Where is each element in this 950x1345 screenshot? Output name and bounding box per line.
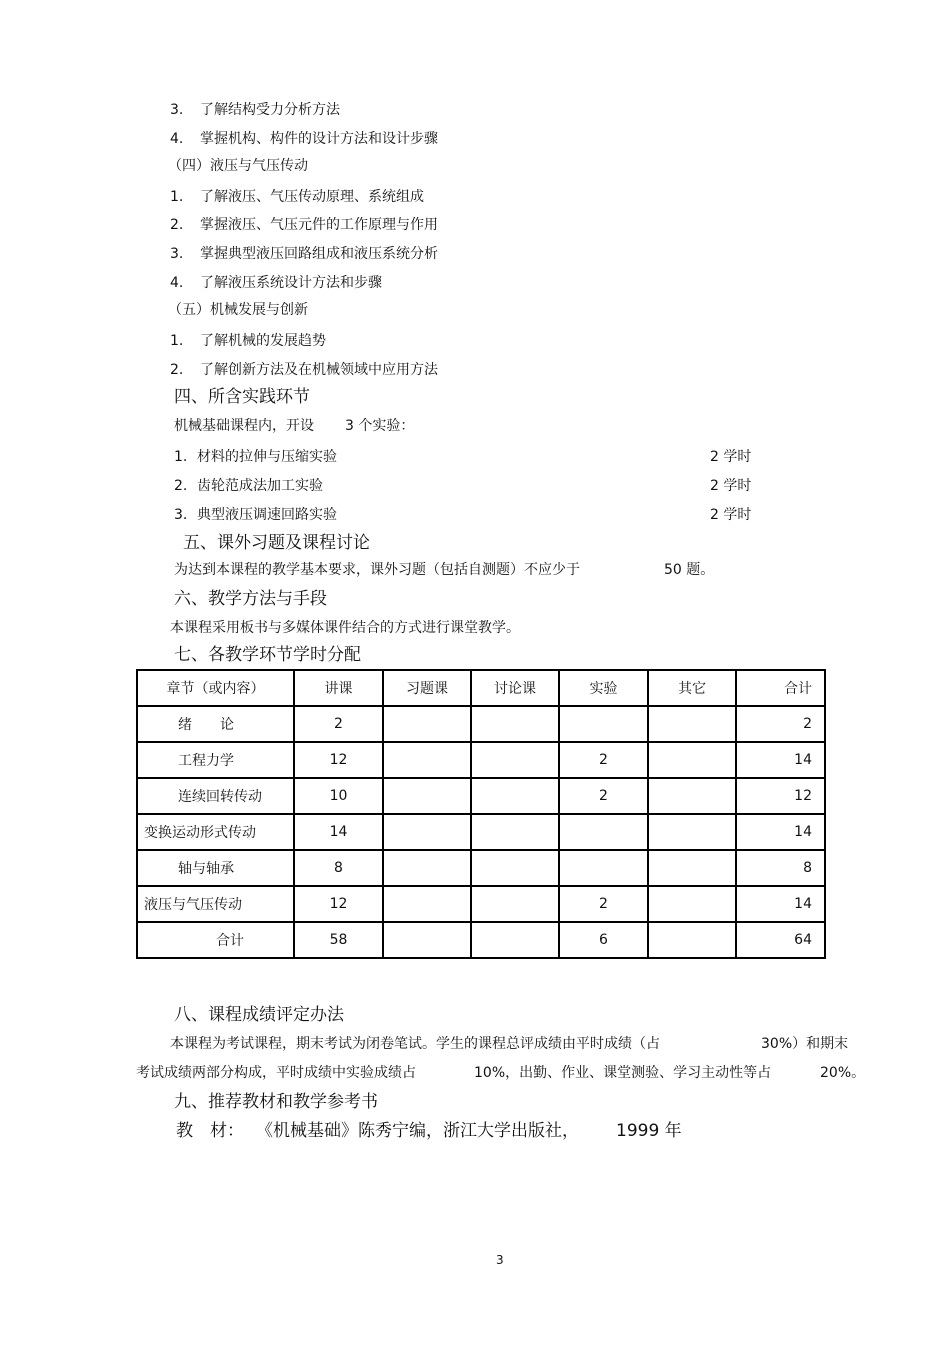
table-cell [471, 850, 559, 886]
list-number: 2. [170, 217, 184, 233]
table-cell: 工程力学 [137, 742, 294, 778]
table-cell: 合计 [137, 922, 294, 958]
list-number: 3. [170, 246, 184, 262]
table-row [137, 706, 825, 742]
experiment-name: 材料的拉伸与压缩实验 [197, 449, 337, 465]
table-cell: 2 [559, 742, 648, 778]
table-cell: 8 [294, 850, 383, 886]
paragraph-part: 3 个实验： [345, 418, 415, 434]
list-number: 2. [170, 362, 184, 378]
textbook-label: 教 材： [176, 1121, 244, 1141]
table-cell [383, 742, 471, 778]
table-row [137, 742, 825, 778]
table-header: 其它 [648, 670, 736, 706]
table-cell: 2 [294, 706, 383, 742]
list-number: 1. [170, 333, 184, 349]
table-cell [559, 706, 648, 742]
textbook-year: 1999 年 [616, 1121, 682, 1141]
section-title: 五、课外习题及课程讨论 [183, 533, 370, 553]
table-header-row [137, 670, 825, 706]
table-cell: 2 [559, 886, 648, 922]
section-title: 七、各教学环节学时分配 [174, 645, 361, 665]
table-cell [383, 922, 471, 958]
table-cell [648, 742, 736, 778]
table-cell [471, 706, 559, 742]
table-header: 讨论课 [471, 670, 559, 706]
list-number: 1. [174, 449, 188, 465]
table-cell [648, 814, 736, 850]
table-cell [471, 886, 559, 922]
paragraph: 考试成绩两部分构成，平时成绩中实验成绩占 [136, 1065, 416, 1081]
paragraph-part: 30%）和期末 [761, 1036, 849, 1052]
list-item: 了解创新方法及在机械领域中应用方法 [200, 362, 438, 378]
table-cell [471, 814, 559, 850]
paragraph-part: 20%。 [820, 1065, 866, 1081]
list-number: 1. [170, 189, 184, 205]
table-cell [648, 706, 736, 742]
experiment-hours: 2 学时 [710, 449, 752, 465]
experiment-name: 典型液压调速回路实验 [197, 507, 337, 523]
hours-allocation-table [136, 669, 826, 959]
list-item: 了解液压、气压传动原理、系统组成 [200, 189, 424, 205]
page-number: 3 [496, 1253, 504, 1267]
section-title: 九、推荐教材和教学参考书 [174, 1092, 378, 1112]
list-item: 了解机械的发展趋势 [200, 333, 326, 349]
table-cell [559, 814, 648, 850]
table-cell [383, 706, 471, 742]
list-number: 3. [174, 507, 188, 523]
table-row [137, 778, 825, 814]
table-header: 章节（或内容） [137, 670, 294, 706]
table-cell: 2 [559, 778, 648, 814]
table-cell: 12 [736, 778, 825, 814]
subsection-title: （四）液压与气压传动 [168, 158, 308, 174]
subsection-title: （五）机械发展与创新 [168, 302, 308, 318]
paragraph: 本课程采用板书与多媒体课件结合的方式进行课堂教学。 [170, 620, 520, 636]
table-cell: 8 [736, 850, 825, 886]
table-header: 习题课 [383, 670, 471, 706]
table-row [137, 886, 825, 922]
experiment-name: 齿轮范成法加工实验 [197, 478, 323, 494]
table-cell [559, 850, 648, 886]
table-cell: 液压与气压传动 [137, 886, 294, 922]
table-total-row [137, 922, 825, 958]
table-cell [383, 886, 471, 922]
list-item: 掌握液压、气压元件的工作原理与作用 [200, 217, 438, 233]
list-number: 4. [170, 131, 184, 147]
list-number: 2. [174, 478, 188, 494]
table-cell: 连续回转传动 [137, 778, 294, 814]
table-cell: 6 [559, 922, 648, 958]
list-item: 掌握机构、构件的设计方法和设计步骤 [200, 131, 438, 147]
table-cell [471, 778, 559, 814]
table-cell [471, 922, 559, 958]
table-row [137, 850, 825, 886]
list-item: 了解结构受力分析方法 [200, 102, 340, 118]
table-cell [648, 778, 736, 814]
table-cell: 12 [294, 886, 383, 922]
table-header: 讲课 [294, 670, 383, 706]
table-cell: 58 [294, 922, 383, 958]
table-cell: 2 [736, 706, 825, 742]
paragraph: 为达到本课程的教学基本要求，课外习题（包括自测题）不应少于 [174, 562, 580, 578]
section-title: 八、课程成绩评定办法 [174, 1005, 344, 1025]
list-number: 4. [170, 275, 184, 291]
table-row [137, 814, 825, 850]
list-number: 3. [170, 102, 184, 118]
table-cell [648, 922, 736, 958]
table-cell: 64 [736, 922, 825, 958]
table-cell [471, 742, 559, 778]
list-item: 了解液压系统设计方法和步骤 [200, 275, 382, 291]
table-cell [383, 778, 471, 814]
table-header: 实验 [559, 670, 648, 706]
table-header: 合计 [736, 670, 825, 706]
table-cell [648, 850, 736, 886]
table-cell [383, 814, 471, 850]
experiment-hours: 2 学时 [710, 478, 752, 494]
table-cell: 14 [736, 814, 825, 850]
textbook-title: 《机械基础》陈秀宁编，浙江大学出版社， [256, 1121, 579, 1141]
table-cell: 14 [736, 886, 825, 922]
table-cell: 绪 论 [137, 706, 294, 742]
paragraph: 机械基础课程内，开设 [174, 418, 314, 434]
table-cell: 轴与轴承 [137, 850, 294, 886]
table-cell: 10 [294, 778, 383, 814]
list-item: 掌握典型液压回路组成和液压系统分析 [200, 246, 438, 262]
experiment-hours: 2 学时 [710, 507, 752, 523]
paragraph-part: 10%，出勤、作业、课堂测验、学习主动性等占 [474, 1065, 772, 1081]
paragraph-part: 50 题。 [664, 562, 715, 578]
table-cell [648, 886, 736, 922]
table-cell: 14 [294, 814, 383, 850]
section-title: 四、所含实践环节 [174, 387, 310, 407]
table-cell: 12 [294, 742, 383, 778]
paragraph: 本课程为考试课程，期末考试为闭卷笔试。学生的课程总评成绩由平时成绩（占 [170, 1036, 660, 1052]
section-title: 六、教学方法与手段 [174, 589, 327, 609]
table-cell: 变换运动形式传动 [137, 814, 294, 850]
table-cell: 14 [736, 742, 825, 778]
table-cell [383, 850, 471, 886]
